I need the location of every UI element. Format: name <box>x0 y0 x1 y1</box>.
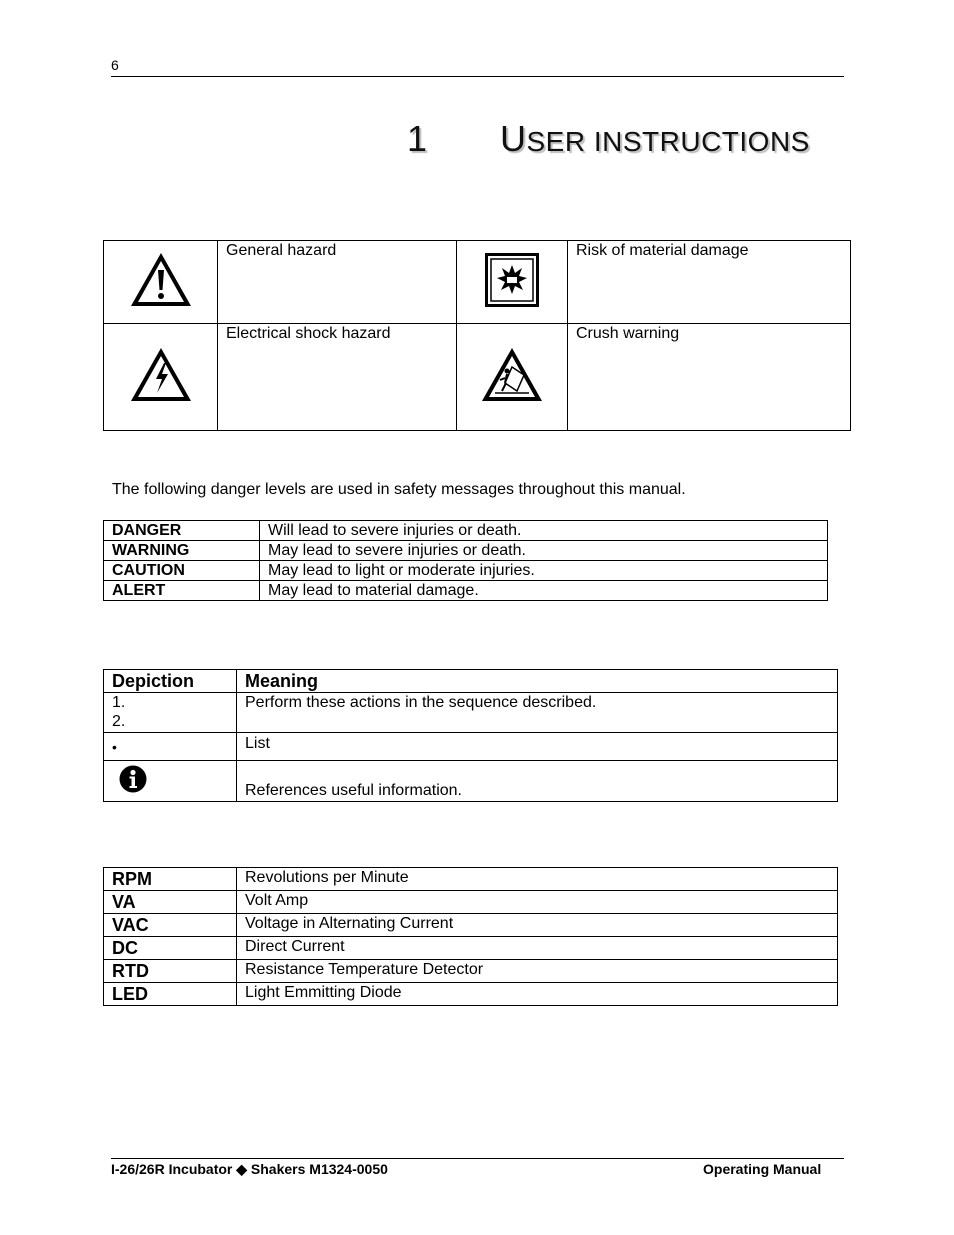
abbreviations-table <box>103 867 838 1006</box>
general-hazard-label: General hazard <box>218 241 457 324</box>
table-row <box>104 891 838 914</box>
abbr-meaning: Direct Current <box>237 937 838 960</box>
chapter-title-rest: SER INSTRUCTIONS <box>526 126 810 157</box>
warning-term: WARNING <box>104 541 260 561</box>
header-rule <box>111 76 844 77</box>
table-row <box>104 937 838 960</box>
table-row <box>104 541 828 561</box>
table-header-row <box>104 670 838 693</box>
electrical-shock-icon <box>128 345 194 405</box>
material-damage-label: Risk of material damage <box>568 241 851 324</box>
abbr-term: LED <box>104 983 237 1006</box>
abbr-meaning: Light Emmitting Diode <box>237 983 838 1006</box>
abbr-meaning: Voltage in Alternating Current <box>237 914 838 937</box>
footer-product: I-26/26R Incubator ◆ Shakers M1324-0050 <box>111 1161 388 1177</box>
table-row <box>104 561 828 581</box>
step-one-marker: 1. <box>112 694 126 711</box>
crush-warning-cell <box>457 324 568 431</box>
material-damage-icon <box>485 253 539 307</box>
table-row <box>104 960 838 983</box>
table-row <box>104 693 838 733</box>
meaning-header: Meaning <box>237 670 838 693</box>
alert-term: ALERT <box>104 581 260 601</box>
danger-term: DANGER <box>104 521 260 541</box>
table-row <box>104 914 838 937</box>
abbr-term: VA <box>104 891 237 914</box>
general-hazard-icon <box>128 250 194 310</box>
table-row <box>104 241 851 324</box>
table-row <box>104 983 838 1006</box>
crush-warning-label: Crush warning <box>568 324 851 431</box>
danger-levels-table <box>103 520 828 601</box>
electrical-shock-label: Electrical shock hazard <box>218 324 457 431</box>
footer-rule <box>111 1158 844 1159</box>
abbr-meaning: Revolutions per Minute <box>237 868 838 891</box>
chapter-title <box>500 118 810 160</box>
table-row <box>104 581 828 601</box>
caution-meaning: May lead to light or moderate injuries. <box>260 561 828 581</box>
abbr-term: DC <box>104 937 237 960</box>
general-hazard-cell <box>104 241 218 324</box>
abbr-term: RPM <box>104 868 237 891</box>
abbr-term: RTD <box>104 960 237 983</box>
material-damage-cell <box>457 241 568 324</box>
numbered-depiction <box>104 693 237 733</box>
abbr-term: VAC <box>104 914 237 937</box>
info-depiction <box>104 761 237 802</box>
depiction-header: Depiction <box>104 670 237 693</box>
depiction-table <box>103 669 838 802</box>
info-meaning: References useful information. <box>237 761 838 802</box>
table-row <box>104 761 838 802</box>
step-two-marker: 2. <box>112 713 126 730</box>
danger-meaning: Will lead to severe injuries or death. <box>260 521 828 541</box>
abbr-meaning: Volt Amp <box>237 891 838 914</box>
table-row <box>104 324 851 431</box>
electrical-shock-cell <box>104 324 218 431</box>
safety-symbols-table <box>103 240 851 431</box>
caution-term: CAUTION <box>104 561 260 581</box>
chapter-number: 1 <box>407 118 428 159</box>
bullet-depiction: • <box>104 733 237 761</box>
crush-warning-icon <box>479 345 545 405</box>
abbr-meaning: Resistance Temperature Detector <box>237 960 838 983</box>
table-row <box>104 733 838 761</box>
info-icon <box>119 765 147 793</box>
footer-doc-type: Operating Manual <box>703 1161 822 1177</box>
alert-meaning: May lead to material damage. <box>260 581 828 601</box>
bullet-meaning: List <box>237 733 838 761</box>
warning-meaning: May lead to severe injuries or death. <box>260 541 828 561</box>
numbered-meaning: Perform these actions in the sequence described. <box>237 693 838 733</box>
chapter-title-initial: U <box>500 118 527 159</box>
table-row <box>104 868 838 891</box>
table-row <box>104 521 828 541</box>
danger-levels-intro: The following danger levels are used in safety messages throughout this manual. <box>112 481 686 498</box>
page-number: 6 <box>111 57 119 73</box>
